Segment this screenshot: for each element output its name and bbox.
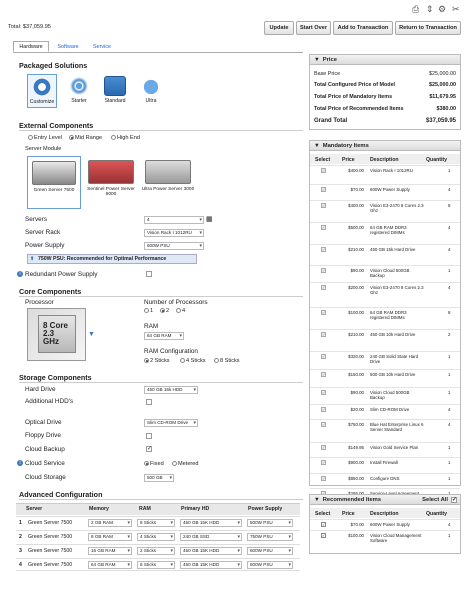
item-row — [310, 307, 460, 329]
server-image — [32, 161, 76, 185]
item-checkbox: ✓ — [322, 168, 326, 173]
entry-level-radio[interactable] — [28, 135, 62, 141]
item-price: $750.00 — [348, 422, 364, 427]
item-description: Vision Cloud 500GB Backup — [370, 390, 410, 400]
server-option-green-7500[interactable] — [27, 156, 81, 209]
server-option-sentinel-6000[interactable] — [84, 156, 138, 209]
row-ram-select[interactable]: 2 Sticks ▾ — [137, 547, 175, 555]
item-row — [310, 387, 460, 404]
radio-indicator — [28, 135, 33, 140]
collapse-icon: ▼ — [314, 56, 320, 63]
server-module-label: Server Module — [25, 146, 62, 152]
radio-label: 8 Sticks — [220, 358, 240, 364]
item-description: 450 GB 15k Hard Drive — [370, 247, 416, 252]
item-description: Blue Hat Enterprise Linux 6 Server Standard — [370, 422, 424, 432]
item-quantity: 4 — [448, 522, 451, 527]
radio-indicator — [144, 461, 149, 466]
radio-indicator — [176, 308, 181, 313]
item-price: $90.00 — [350, 268, 364, 273]
radio-label: 2 — [166, 308, 170, 314]
ram-select[interactable]: 64 GB RAM ▾ — [144, 332, 184, 340]
radio-label: 2 Sticks — [150, 358, 170, 364]
scissors-icon[interactable]: ✂ — [452, 4, 460, 14]
start-over-button[interactable]: Start Over — [296, 21, 331, 35]
item-checkbox[interactable]: ✓ — [322, 533, 326, 538]
recommendation-banner — [27, 254, 197, 264]
package-label: Customize — [29, 99, 55, 105]
item-description: Vision Rack I 1012RU — [370, 168, 413, 173]
item-row — [310, 329, 460, 351]
info-icon[interactable]: i — [17, 460, 23, 466]
cloud-fixed-radio[interactable] — [144, 461, 164, 467]
col-select: Select — [315, 511, 331, 517]
item-quantity: 8 — [448, 310, 451, 315]
cloud-service-label: Cloud Service — [25, 460, 65, 467]
col-memory: Memory — [89, 506, 109, 512]
price-value: $37,059.95 — [425, 118, 456, 124]
item-description: 500 GB 10k Hard Drive — [370, 372, 416, 377]
servers-select[interactable]: 4 ▾ — [144, 216, 204, 224]
item-checkbox: ✓ — [322, 460, 326, 465]
item-checkbox: ✓ — [322, 372, 326, 377]
item-price: $320.00 — [348, 354, 364, 359]
row-number: 1 — [19, 520, 22, 526]
radio-label: 1 — [150, 308, 154, 314]
power-supply-label: Power Supply — [25, 242, 65, 249]
ram-configuration-label: RAM Configuration — [144, 348, 198, 355]
item-quantity: 2 — [448, 332, 451, 337]
item-description: Slim CD-ROM Drive — [370, 407, 410, 412]
item-row — [310, 457, 460, 473]
package-label: Standard — [104, 98, 126, 104]
panel-title: Mandatory Items — [322, 142, 369, 149]
panel-title: Price — [322, 56, 337, 63]
collapse-icon: ▼ — [314, 142, 320, 149]
package-starter[interactable] — [64, 74, 94, 108]
col-description: Description — [370, 157, 399, 163]
item-quantity: 4 — [448, 407, 451, 412]
grand-total-row — [314, 118, 456, 124]
item-checkbox: ✓ — [322, 407, 326, 412]
radio-indicator — [69, 135, 74, 140]
tab-software[interactable]: Software — [57, 43, 79, 50]
floppy-drive-label: Floppy Drive — [25, 432, 61, 439]
item-row — [310, 404, 460, 419]
col-description: Description — [370, 511, 399, 517]
item-checkbox: ✓ — [322, 332, 326, 337]
additional-hdd-label: Additional HDD's — [25, 398, 74, 405]
price-row — [314, 82, 456, 88]
item-description: Vision E3-2470 8 Cores 2.3 Ghz — [370, 285, 424, 295]
servers-label: Servers — [25, 216, 48, 223]
price-value: $380.00 — [436, 106, 456, 112]
server-label: Ultra Power Server 3000 — [141, 187, 195, 192]
item-row — [310, 519, 460, 530]
gear-icon — [31, 77, 53, 97]
item-quantity: 1 — [448, 354, 451, 359]
tab-hardware[interactable]: Hardware — [13, 41, 49, 52]
add-to-transaction-button[interactable]: Add to Transaction — [333, 21, 393, 35]
item-checkbox: ✓ — [322, 225, 326, 230]
row-ram-select[interactable]: 8 Sticks ▾ — [137, 561, 175, 569]
item-checkbox: ✓ — [322, 285, 326, 290]
print-icon[interactable]: ⎙ — [412, 4, 420, 14]
advanced-row — [16, 516, 300, 529]
row-psu-select[interactable]: 600W PSU ▾ — [247, 561, 293, 569]
price-label: Base Price — [314, 71, 341, 77]
item-row — [310, 419, 460, 442]
radio-label: Mid Range — [75, 135, 103, 141]
item-price: $70.00 — [350, 522, 364, 527]
row-server: Green Server 7500 — [28, 534, 73, 540]
row-number: 2 — [19, 534, 22, 540]
item-description: Vision Cloud Management Software — [370, 533, 422, 543]
item-quantity: 4 — [448, 285, 451, 290]
item-quantity: 1 — [448, 476, 451, 481]
processor-chip: 8 Core 2.3 GHz — [38, 315, 76, 353]
chevron-down-icon[interactable]: ▼ — [88, 331, 95, 338]
item-description: 600W Power Supply — [370, 187, 410, 192]
cloud-backup-label: Cloud Backup — [25, 446, 65, 453]
item-quantity: 1 — [448, 390, 451, 395]
price-row — [314, 106, 456, 112]
row-number: 4 — [19, 562, 22, 568]
row-server: Green Server 7500 — [28, 548, 73, 554]
high-end-radio[interactable] — [111, 135, 140, 141]
radio-indicator — [144, 308, 149, 313]
item-row — [310, 351, 460, 369]
processor-label: Processor — [25, 299, 54, 306]
mandatory-panel-header[interactable] — [310, 141, 460, 151]
item-checkbox: ✓ — [322, 247, 326, 252]
item-checkbox: ✓ — [322, 476, 326, 481]
price-row — [314, 71, 456, 77]
num-proc-1-radio[interactable] — [144, 308, 153, 314]
item-price: $900.00 — [348, 460, 364, 465]
item-description: 600W Power Supply — [370, 522, 410, 527]
row-psu-select[interactable]: 600W PSU ▾ — [247, 547, 293, 555]
server-rack-label: Server Rack — [25, 229, 61, 236]
cloud-storage-select[interactable]: 500 GB ▾ — [144, 474, 174, 482]
scroll-icon[interactable]: ⇕ — [426, 4, 434, 14]
item-quantity: 1 — [448, 168, 451, 173]
col-ram: RAM — [139, 506, 151, 512]
item-quantity: 1 — [448, 460, 451, 465]
cloud-storage-label: Cloud Storage — [25, 474, 66, 481]
item-price: $149.95 — [348, 445, 364, 450]
item-description: Vision Gold Service Plan — [370, 445, 419, 450]
item-checkbox: ✓ — [322, 268, 326, 273]
item-checkbox: ✓ — [322, 354, 326, 359]
row-hd-select[interactable]: 450 GB 15K HDD ▾ — [180, 547, 242, 555]
price-label: Grand Total — [314, 118, 348, 124]
row-ram-select[interactable]: 8 Sticks ▾ — [137, 519, 175, 527]
tab-service[interactable]: Service — [93, 43, 111, 50]
bike-icon[interactable]: ⚙ — [438, 4, 447, 14]
radio-label: High End — [117, 135, 141, 141]
item-description: Configure DNS — [370, 476, 400, 481]
hard-drive-select[interactable]: 450 GB 15k HDD ▾ — [144, 386, 198, 394]
item-price: $400.00 — [348, 203, 364, 208]
row-number: 3 — [19, 548, 22, 554]
item-row — [310, 530, 460, 548]
advanced-configuration-heading: Advanced Configuration — [19, 490, 103, 499]
server-option-ultra-3000[interactable] — [141, 156, 195, 209]
package-label: Ultra — [145, 98, 157, 104]
toolbox-icon — [104, 76, 126, 96]
item-quantity: 4 — [448, 247, 451, 252]
item-price: $70.00 — [350, 187, 364, 192]
ram-2-sticks-radio[interactable] — [144, 358, 170, 364]
cloud-backup-checkbox[interactable] — [146, 446, 152, 452]
optical-drive-label: Optical Drive — [25, 419, 62, 426]
item-row — [310, 442, 460, 457]
item-checkbox: ✓ — [322, 187, 326, 192]
package-standard[interactable] — [100, 74, 130, 108]
col-power-supply: Power Supply — [248, 506, 283, 512]
advanced-row — [16, 530, 300, 543]
item-description: 64 GB RAM DDR3 registered DIMMs — [370, 310, 407, 320]
num-proc-2-radio[interactable] — [160, 308, 169, 314]
floppy-drive-checkbox[interactable] — [146, 433, 152, 439]
item-row — [310, 369, 460, 387]
recommended-items-panel — [309, 494, 461, 554]
ram-4-sticks-radio[interactable] — [180, 358, 206, 364]
row-memory-select[interactable]: 16 GB RAM ▾ — [88, 547, 132, 555]
recommended-panel-header[interactable] — [310, 495, 460, 505]
server-image — [88, 160, 134, 184]
external-components-heading: External Components — [19, 121, 94, 130]
item-description: Vision E3-2470 8 Cores 2.3 Ghz — [370, 203, 424, 213]
item-quantity: 4 — [448, 422, 451, 427]
price-value: $25,000.00 — [429, 71, 456, 77]
col-price: Price — [342, 157, 355, 163]
radio-label: 4 Sticks — [186, 358, 206, 364]
power-supply-select[interactable]: 600W PSU ▾ — [144, 242, 204, 250]
storage-components-heading: Storage Components — [19, 373, 92, 382]
packaged-solutions-heading: Packaged Solutions — [19, 61, 88, 70]
col-select: Select — [315, 157, 331, 163]
ram-label: RAM — [144, 323, 159, 330]
cloud-metered-radio[interactable] — [172, 461, 199, 467]
item-quantity: 1 — [448, 268, 451, 273]
processor-image[interactable] — [27, 308, 86, 361]
item-row — [310, 184, 460, 200]
item-quantity: 1 — [448, 445, 451, 450]
redundant-power-label: Redundant Power Supply — [25, 271, 98, 278]
ram-8-sticks-radio[interactable] — [214, 358, 240, 364]
item-row — [310, 200, 460, 222]
radio-label: 4 — [182, 308, 186, 314]
item-quantity: 8 — [448, 203, 451, 208]
item-price: $100.00 — [348, 533, 364, 538]
additional-hdd-checkbox[interactable] — [146, 399, 152, 405]
col-server: Server — [26, 506, 43, 512]
item-price: $150.00 — [348, 372, 364, 377]
item-quantity: 4 — [448, 187, 451, 192]
server-label: Green Server 7500 — [33, 188, 75, 193]
item-row — [310, 473, 460, 488]
update-button[interactable]: Update — [264, 21, 294, 35]
item-checkbox: ✓ — [322, 310, 326, 315]
row-memory-select[interactable]: 2 GB RAM ▾ — [88, 519, 132, 527]
calculator-icon[interactable]: ▦ — [206, 216, 213, 223]
item-row — [310, 222, 460, 244]
item-quantity: 1 — [448, 533, 451, 538]
col-quantity: Quantity — [426, 511, 448, 517]
item-checkbox: ✓ — [322, 445, 326, 450]
radio-indicator — [180, 358, 185, 363]
item-row — [310, 165, 460, 184]
server-rack-select[interactable]: Vision Rack I 1012RU ▾ — [144, 229, 204, 237]
col-price: Price — [342, 511, 355, 517]
row-memory-select[interactable]: 64 GB RAM ▾ — [88, 561, 132, 569]
radio-indicator — [172, 461, 177, 466]
radio-indicator — [214, 358, 219, 363]
item-description: Vision Cloud 500GB Backup — [370, 268, 410, 278]
radio-indicator — [144, 358, 149, 363]
item-description: 64 GB RAM DDR3 registered DIMMs — [370, 225, 407, 235]
core-components-heading: Core Components — [19, 287, 82, 296]
collapse-icon: ▼ — [314, 496, 320, 503]
sparkle-icon — [68, 76, 90, 96]
hard-drive-label: Hard Drive — [25, 386, 56, 393]
item-price: $850.00 — [348, 476, 364, 481]
price-label: Total Configured Price of Model — [314, 82, 396, 88]
radio-label: Entry Level — [34, 135, 62, 141]
item-price: $500.00 — [348, 225, 364, 230]
advanced-row — [16, 558, 300, 571]
price-panel-header[interactable] — [310, 55, 460, 65]
row-psu-select[interactable]: 500W PSU ▾ — [247, 519, 293, 527]
item-price: $200.00 — [348, 285, 364, 290]
price-label: Total Price of Mandatory Items — [314, 94, 393, 100]
item-description: Install Firewall — [370, 460, 398, 465]
item-quantity: 4 — [448, 225, 451, 230]
optical-drive-select[interactable]: Slim CD-ROM Drive ▾ — [144, 419, 198, 427]
server-label: Sentinel Power Server 6000 — [87, 187, 135, 197]
price-label: Total Price of Recommended Items — [314, 106, 404, 112]
radio-label: Fixed — [150, 461, 164, 467]
item-description: 450 GB 10k Hard Drive — [370, 332, 416, 337]
return-to-transaction-button[interactable]: Return to Transaction — [395, 21, 461, 35]
panel-title: Recommended Items — [322, 496, 382, 503]
info-icon[interactable]: i — [17, 271, 23, 277]
item-price: $210.00 — [348, 247, 364, 252]
row-psu-select[interactable]: 750W PSU ▾ — [247, 533, 293, 541]
package-customize[interactable] — [27, 74, 57, 108]
price-value: $11,679.95 — [429, 94, 456, 100]
price-row — [314, 94, 456, 100]
item-price: $20.00 — [350, 407, 364, 412]
price-panel — [309, 54, 461, 130]
item-price: $100.00 — [348, 310, 364, 315]
col-quantity: Quantity — [426, 157, 448, 163]
item-price: $210.00 — [348, 332, 364, 337]
row-server: Green Server 7500 — [28, 562, 73, 568]
mid-range-radio[interactable] — [69, 135, 102, 141]
radio-indicator — [111, 135, 116, 140]
row-hd-select[interactable]: 450 GB 15K HDD ▾ — [180, 561, 242, 569]
package-ultra[interactable] — [136, 74, 166, 108]
row-hd-select[interactable]: 240 GB SSD ▾ — [180, 533, 242, 541]
row-memory-select[interactable]: 8 GB RAM ▾ — [88, 533, 132, 541]
item-description: 240 GB Solid State Hard Drive — [370, 354, 419, 364]
redundant-power-checkbox[interactable] — [146, 271, 152, 277]
total-label: Total: $37,059.95 — [8, 24, 51, 30]
item-row — [310, 265, 460, 282]
arrow-up-icon: ⬆ — [30, 256, 35, 262]
server-image — [145, 160, 191, 184]
advanced-row — [16, 544, 300, 557]
item-price: $90.00 — [350, 390, 364, 395]
item-checkbox: ✓ — [322, 422, 326, 427]
item-quantity: 1 — [448, 372, 451, 377]
select-all-label: Select All — [422, 497, 448, 503]
row-ram-select[interactable]: 4 Sticks ▾ — [137, 533, 175, 541]
radio-indicator — [160, 308, 165, 313]
select-all-checkbox[interactable] — [451, 497, 457, 503]
item-row — [310, 282, 460, 307]
package-label: Starter — [71, 98, 87, 104]
item-price: $400.00 — [348, 168, 364, 173]
cloud-bolt-icon — [140, 76, 162, 96]
row-hd-select[interactable]: 450 GB 15K HDD ▾ — [180, 519, 242, 527]
item-checkbox[interactable]: ✓ — [322, 522, 326, 527]
item-checkbox: ✓ — [322, 203, 326, 208]
radio-label: Metered — [178, 461, 199, 467]
item-checkbox: ✓ — [322, 390, 326, 395]
item-row — [310, 244, 460, 265]
num-processors-label: Number of Processors — [144, 299, 208, 306]
num-proc-4-radio[interactable] — [176, 308, 185, 314]
row-server: Green Server 7500 — [28, 520, 73, 526]
recommendation-text: 750W PSU: Recommended for Optimal Performance — [38, 256, 167, 262]
mandatory-items-panel — [309, 140, 461, 486]
col-primary-hd: Primary HD — [181, 506, 210, 512]
price-value: $25,000.00 — [429, 82, 456, 88]
